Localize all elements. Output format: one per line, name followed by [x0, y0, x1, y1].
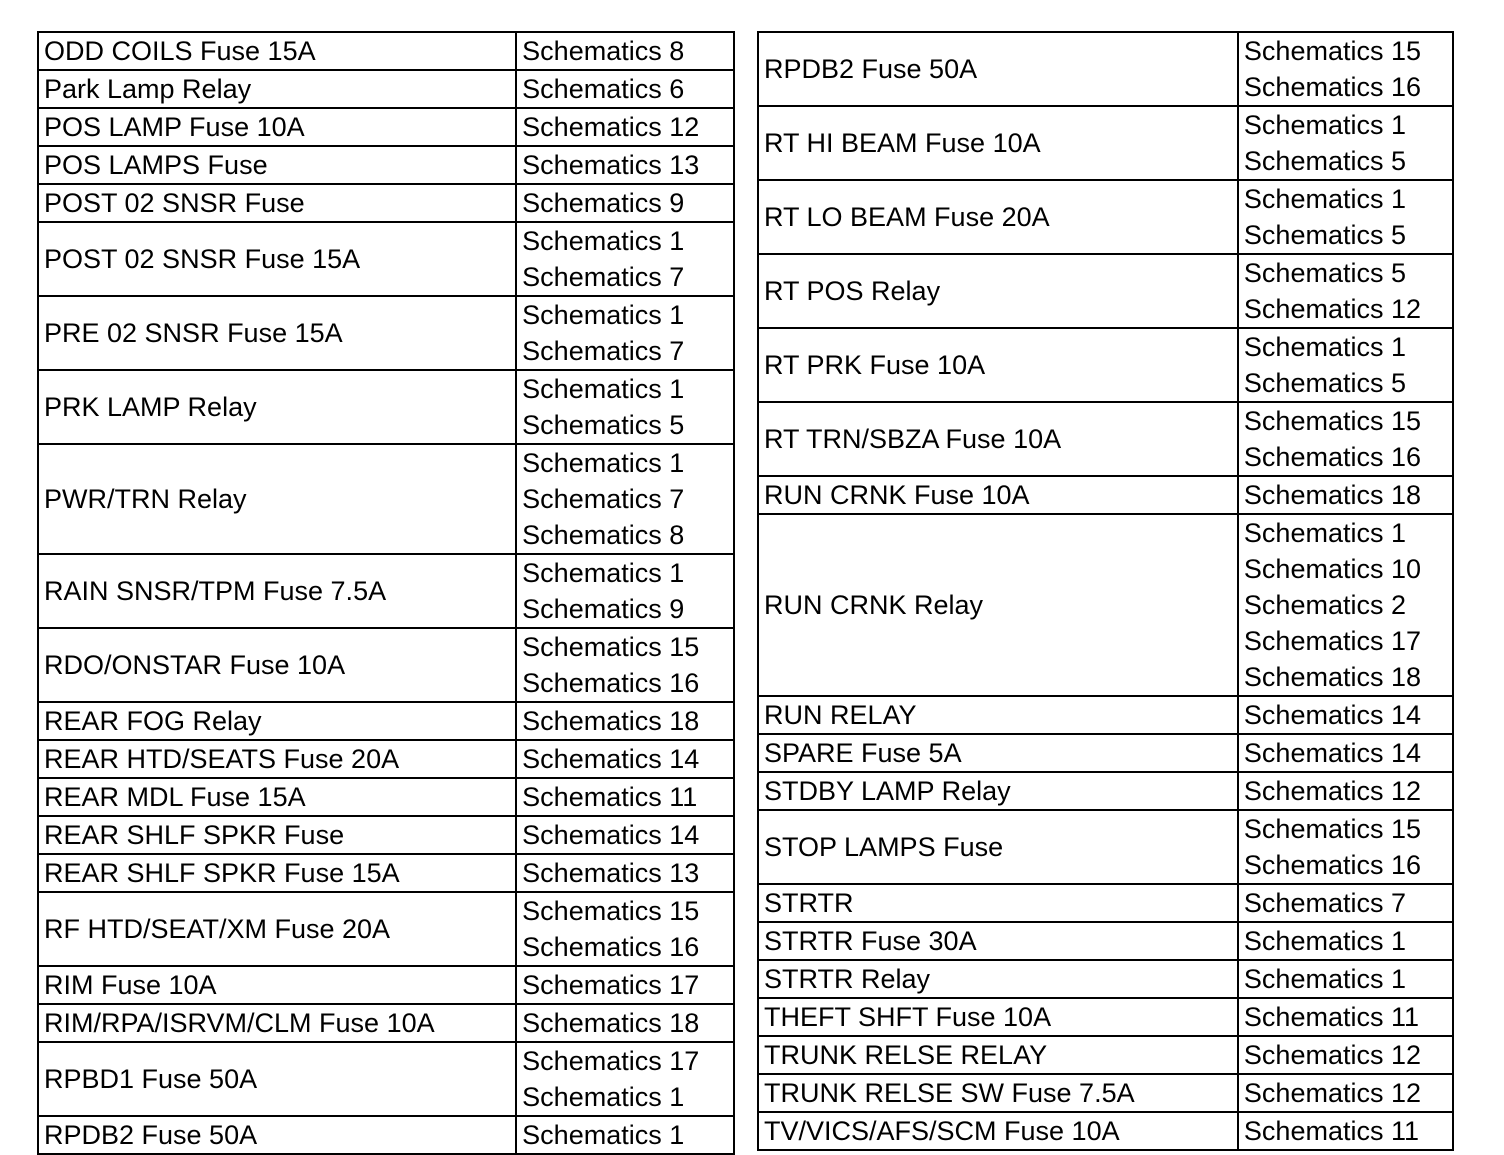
component-name: TRUNK RELSE SW Fuse 7.5A	[758, 1074, 1238, 1112]
component-name: RT TRN/SBZA Fuse 10A	[758, 402, 1238, 476]
schematic-refs	[516, 740, 734, 778]
table-row	[758, 1112, 1453, 1150]
schematic-ref: Schematics 16	[522, 668, 700, 698]
schematic-refs	[516, 296, 734, 370]
schematic-ref: Schematics 14	[522, 820, 700, 850]
component-name: REAR SHLF SPKR Fuse 15A	[38, 854, 516, 892]
schematic-ref: Schematics 1	[522, 1082, 685, 1112]
right-index-body	[758, 32, 1453, 1150]
component-name: TV/VICS/AFS/SCM Fuse 10A	[758, 1112, 1238, 1150]
component-name: REAR MDL Fuse 15A	[38, 778, 516, 816]
schematic-refs	[1238, 180, 1453, 254]
schematic-ref: Schematics 5	[1243, 220, 1406, 250]
table-row	[38, 296, 734, 370]
component-name: POST 02 SNSR Fuse	[38, 184, 516, 222]
schematic-ref: Schematics 1	[522, 226, 685, 256]
schematic-ref: Schematics 18	[1243, 480, 1422, 510]
component-name: RIM/RPA/ISRVM/CLM Fuse 10A	[38, 1004, 516, 1042]
table-row	[758, 960, 1453, 998]
schematic-refs	[516, 554, 734, 628]
schematic-ref: Schematics 1	[1243, 332, 1406, 362]
schematic-ref: Schematics 1	[1243, 518, 1406, 548]
component-name: RUN CRNK Fuse 10A	[758, 476, 1238, 514]
component-name: RPBD1 Fuse 50A	[38, 1042, 516, 1116]
schematic-refs	[516, 778, 734, 816]
schematic-refs	[1238, 772, 1453, 810]
component-name: REAR FOG Relay	[38, 702, 516, 740]
schematic-ref: Schematics 1	[1243, 964, 1406, 994]
component-name: Park Lamp Relay	[38, 70, 516, 108]
schematic-ref: Schematics 15	[522, 896, 700, 926]
schematic-ref: Schematics 5	[1243, 368, 1406, 398]
table-row	[38, 966, 734, 1004]
component-name: RF HTD/SEAT/XM Fuse 20A	[38, 892, 516, 966]
component-name: REAR SHLF SPKR Fuse	[38, 816, 516, 854]
schematic-refs	[516, 628, 734, 702]
component-name: RT HI BEAM Fuse 10A	[758, 106, 1238, 180]
schematic-ref: Schematics 1	[1243, 110, 1406, 140]
component-name: SPARE Fuse 5A	[758, 734, 1238, 772]
schematic-refs	[516, 146, 734, 184]
table-row	[758, 810, 1453, 884]
schematic-ref: Schematics 15	[1243, 814, 1422, 844]
schematic-refs	[1238, 1036, 1453, 1074]
table-row	[758, 1036, 1453, 1074]
table-row	[758, 922, 1453, 960]
component-name: RPDB2 Fuse 50A	[38, 1116, 516, 1154]
table-row	[758, 1074, 1453, 1112]
schematic-ref: Schematics 9	[522, 188, 685, 218]
schematic-ref: Schematics 10	[1243, 554, 1422, 584]
table-row	[758, 998, 1453, 1036]
schematic-ref: Schematics 13	[522, 858, 700, 888]
table-row	[38, 1042, 734, 1116]
schematic-refs	[1238, 734, 1453, 772]
schematic-refs	[516, 108, 734, 146]
schematic-ref: Schematics 16	[1243, 850, 1422, 880]
schematic-refs	[1238, 476, 1453, 514]
schematic-refs	[516, 892, 734, 966]
component-name: ODD COILS Fuse 15A	[38, 32, 516, 70]
schematic-ref: Schematics 1	[1243, 926, 1406, 956]
schematic-ref: Schematics 7	[522, 484, 685, 514]
schematic-refs	[516, 816, 734, 854]
schematic-ref: Schematics 14	[1243, 738, 1422, 768]
schematic-ref: Schematics 15	[522, 632, 700, 662]
table-row	[38, 370, 734, 444]
schematic-ref: Schematics 8	[522, 36, 685, 66]
schematic-refs	[1238, 32, 1453, 106]
schematic-refs	[516, 32, 734, 70]
schematic-refs	[516, 702, 734, 740]
schematic-refs	[1238, 254, 1453, 328]
schematic-refs	[1238, 402, 1453, 476]
component-name: RUN CRNK Relay	[758, 514, 1238, 696]
table-row	[758, 696, 1453, 734]
table-row	[38, 70, 734, 108]
table-row	[758, 772, 1453, 810]
component-name: RPDB2 Fuse 50A	[758, 32, 1238, 106]
schematic-refs	[1238, 1074, 1453, 1112]
table-row	[758, 884, 1453, 922]
schematic-ref: Schematics 7	[522, 336, 685, 366]
component-name: RT PRK Fuse 10A	[758, 328, 1238, 402]
schematic-ref: Schematics 1	[522, 558, 685, 588]
table-row	[38, 892, 734, 966]
component-name: THEFT SHFT Fuse 10A	[758, 998, 1238, 1036]
component-name: RAIN SNSR/TPM Fuse 7.5A	[38, 554, 516, 628]
component-name: RT LO BEAM Fuse 20A	[758, 180, 1238, 254]
schematic-ref: Schematics 5	[1243, 146, 1406, 176]
schematic-ref: Schematics 11	[1243, 1002, 1419, 1032]
table-row	[38, 740, 734, 778]
schematic-refs	[1238, 696, 1453, 734]
table-row	[38, 854, 734, 892]
table-row	[758, 476, 1453, 514]
schematic-ref: Schematics 17	[1243, 626, 1422, 656]
table-row	[38, 554, 734, 628]
table-row	[38, 628, 734, 702]
component-name: POST 02 SNSR Fuse 15A	[38, 222, 516, 296]
schematic-ref: Schematics 12	[1243, 1078, 1422, 1108]
schematic-ref: Schematics 14	[522, 744, 700, 774]
schematic-refs	[516, 854, 734, 892]
schematic-ref: Schematics 15	[1243, 406, 1422, 436]
table-row	[38, 778, 734, 816]
schematic-refs	[1238, 960, 1453, 998]
schematic-ref: Schematics 7	[522, 262, 685, 292]
schematic-refs	[516, 184, 734, 222]
schematic-ref: Schematics 18	[522, 1008, 700, 1038]
table-row	[38, 184, 734, 222]
schematic-refs	[1238, 1112, 1453, 1150]
schematic-ref: Schematics 17	[522, 970, 700, 1000]
component-name: RUN RELAY	[758, 696, 1238, 734]
table-row	[758, 32, 1453, 106]
schematic-ref: Schematics 5	[522, 410, 685, 440]
schematic-refs	[516, 1042, 734, 1116]
schematic-ref: Schematics 16	[1243, 442, 1422, 472]
component-name: POS LAMPS Fuse	[38, 146, 516, 184]
left-index-body	[38, 32, 734, 1154]
component-name: STRTR Fuse 30A	[758, 922, 1238, 960]
schematic-ref: Schematics 1	[522, 374, 685, 404]
schematic-refs	[516, 966, 734, 1004]
schematic-refs	[1238, 106, 1453, 180]
schematic-ref: Schematics 17	[522, 1046, 700, 1076]
component-name: TRUNK RELSE RELAY	[758, 1036, 1238, 1074]
schematic-ref: Schematics 18	[522, 706, 700, 736]
component-name: STDBY LAMP Relay	[758, 772, 1238, 810]
schematic-ref: Schematics 12	[1243, 1040, 1422, 1070]
table-row	[38, 108, 734, 146]
component-name: PRE 02 SNSR Fuse 15A	[38, 296, 516, 370]
table-row	[758, 514, 1453, 696]
component-name: RT POS Relay	[758, 254, 1238, 328]
schematic-ref: Schematics 12	[1243, 776, 1422, 806]
schematic-refs	[516, 222, 734, 296]
table-row	[38, 1004, 734, 1042]
schematic-ref: Schematics 9	[522, 594, 685, 624]
schematic-ref: Schematics 2	[1243, 590, 1406, 620]
component-name: REAR HTD/SEATS Fuse 20A	[38, 740, 516, 778]
schematic-refs	[516, 70, 734, 108]
table-row	[38, 702, 734, 740]
left-index-table	[37, 31, 735, 1155]
component-name: PWR/TRN Relay	[38, 444, 516, 554]
component-name: POS LAMP Fuse 10A	[38, 108, 516, 146]
component-name: RDO/ONSTAR Fuse 10A	[38, 628, 516, 702]
schematic-ref: Schematics 1	[1243, 184, 1406, 214]
schematic-refs	[516, 1004, 734, 1042]
table-row	[758, 254, 1453, 328]
schematic-ref: Schematics 1	[522, 300, 685, 330]
schematic-refs	[516, 444, 734, 554]
component-name: PRK LAMP Relay	[38, 370, 516, 444]
table-row	[758, 106, 1453, 180]
schematic-ref: Schematics 15	[1243, 36, 1422, 66]
component-name: STOP LAMPS Fuse	[758, 810, 1238, 884]
schematic-ref: Schematics 12	[522, 112, 700, 142]
schematic-ref: Schematics 11	[522, 782, 698, 812]
right-index-table	[757, 31, 1454, 1151]
schematic-refs	[1238, 514, 1453, 696]
schematic-refs	[1238, 998, 1453, 1036]
schematic-ref: Schematics 5	[1243, 258, 1406, 288]
table-row	[38, 444, 734, 554]
table-row	[758, 402, 1453, 476]
table-row	[758, 180, 1453, 254]
schematic-ref: Schematics 7	[1243, 888, 1406, 918]
table-row	[38, 146, 734, 184]
component-name: RIM Fuse 10A	[38, 966, 516, 1004]
schematic-refs	[1238, 328, 1453, 402]
table-row	[38, 816, 734, 854]
schematic-refs	[516, 370, 734, 444]
table-row	[758, 734, 1453, 772]
schematic-ref: Schematics 1	[522, 448, 685, 478]
schematic-ref: Schematics 18	[1243, 662, 1422, 692]
schematic-ref: Schematics 14	[1243, 700, 1422, 730]
schematic-ref: Schematics 8	[522, 520, 685, 550]
schematic-ref: Schematics 1	[522, 1120, 685, 1150]
schematic-ref: Schematics 16	[522, 932, 700, 962]
schematic-refs	[516, 1116, 734, 1154]
schematic-ref: Schematics 13	[522, 150, 700, 180]
schematic-ref: Schematics 6	[522, 74, 685, 104]
schematic-refs	[1238, 884, 1453, 922]
table-row	[758, 328, 1453, 402]
schematic-refs	[1238, 810, 1453, 884]
component-name: STRTR	[758, 884, 1238, 922]
schematic-ref: Schematics 11	[1243, 1116, 1419, 1146]
component-name: STRTR Relay	[758, 960, 1238, 998]
schematic-ref: Schematics 16	[1243, 72, 1422, 102]
table-row	[38, 1116, 734, 1154]
schematic-ref: Schematics 12	[1243, 294, 1422, 324]
table-row	[38, 32, 734, 70]
schematic-refs	[1238, 922, 1453, 960]
table-row	[38, 222, 734, 296]
